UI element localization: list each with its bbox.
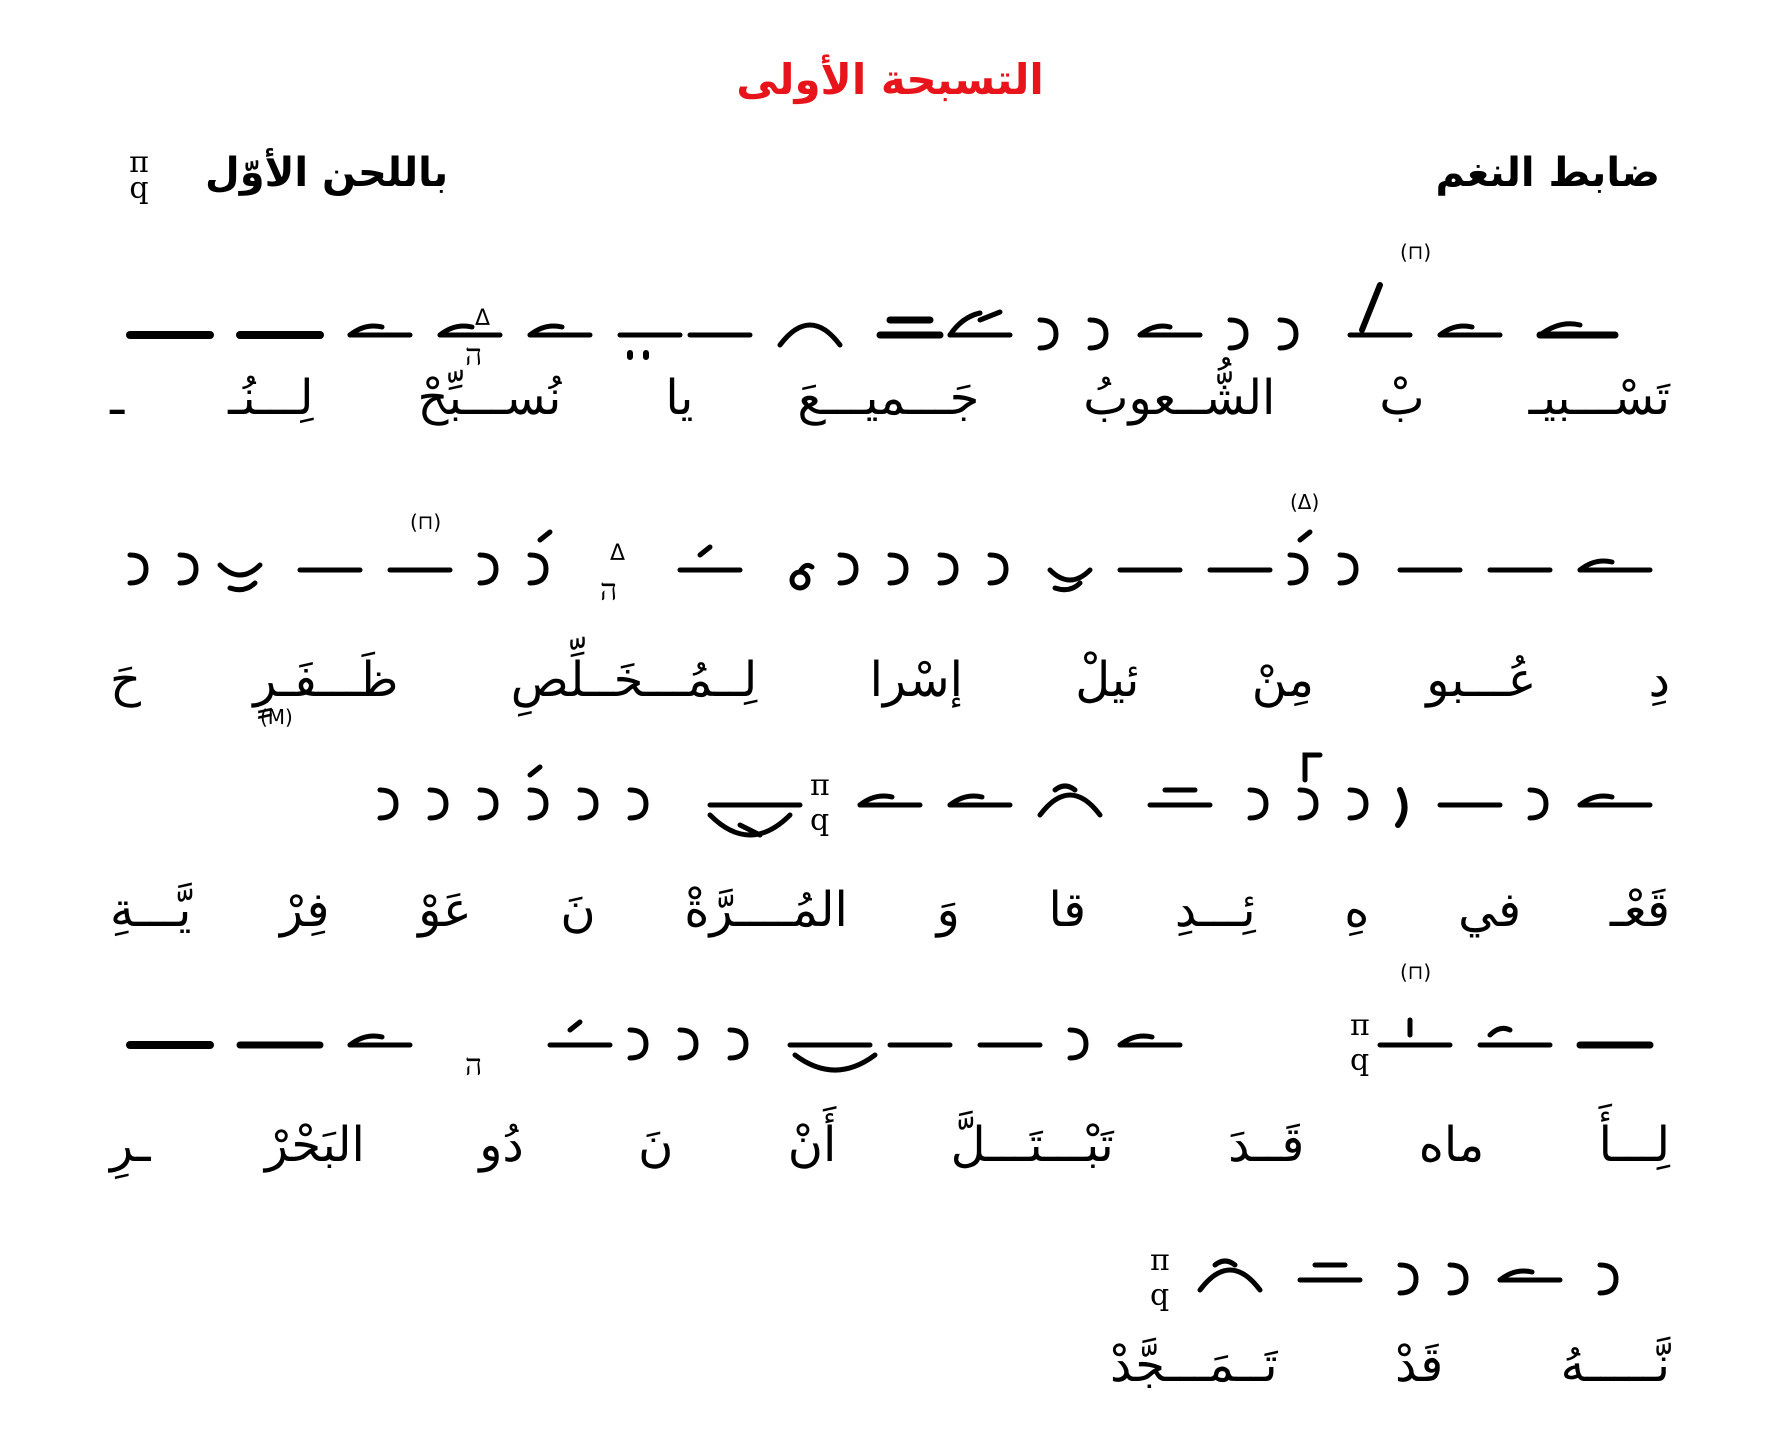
mode-sign-top: π (129, 145, 149, 180)
mode-sign-bottom: q (129, 171, 149, 206)
page-title: التسبحة الأولى (736, 55, 1044, 104)
syllable: لِـــأَ (1598, 1117, 1670, 1173)
neume-staff-3-icon (110, 735, 1670, 855)
syllable: حَ (110, 652, 141, 708)
syllable: لِـــنُـ (228, 370, 314, 426)
neume-mark-1: (⊓) (1400, 240, 1432, 264)
syllable: إسْرا (869, 652, 963, 708)
syllable: نَ (638, 1117, 674, 1173)
svg-text:Δ: Δ (610, 541, 626, 566)
neume-mark-2: (Δ) (1290, 490, 1320, 514)
syllable: نَ (560, 882, 596, 938)
svg-text:q: q (810, 803, 830, 838)
syllable: جَـــميـــعَ (797, 370, 980, 426)
mode-label: باللحن الأوّل (205, 150, 449, 196)
mode-sign-icon (124, 145, 154, 206)
neume-mark-4: (M) (260, 705, 293, 729)
syllable: عُـــبو (1426, 652, 1537, 708)
syllable: هِ (1344, 882, 1370, 938)
syllable: في (1458, 882, 1522, 938)
svg-text:Δ: Δ (475, 306, 491, 331)
neume-line-4 (110, 975, 1670, 1095)
syllable: دِ (1648, 652, 1670, 708)
lyric-line-4 (110, 1105, 1670, 1185)
syllable: يا (665, 370, 694, 426)
svg-text:ה: ה (465, 1048, 483, 1083)
syllable: قَعْـ (1609, 882, 1670, 938)
syllable: ـ (110, 370, 125, 426)
syllable: دُو (479, 1117, 524, 1173)
syllable: نُســـبِّحْ (417, 370, 562, 426)
neume-staff-5-icon (1040, 1210, 1670, 1330)
svg-text:π: π (1350, 1008, 1370, 1043)
tone-regulator-label: ضابط النغم (1435, 150, 1660, 196)
syllable: عَوْ (418, 882, 472, 938)
svg-text:π: π (1150, 1243, 1170, 1278)
lyric-line-1 (110, 358, 1670, 438)
syllable: مِنْ (1251, 652, 1314, 708)
syllable: أَنْ (787, 1117, 837, 1173)
syllable: ظَـــفَـرٍ (253, 652, 399, 708)
svg-text:ה: ה (600, 573, 618, 608)
syllable: تَسْـــبيـ (1528, 370, 1670, 426)
lyric-line-2 (110, 640, 1670, 720)
svg-text:π: π (810, 768, 830, 803)
syllable: يَّـــةِ (110, 882, 192, 938)
neume-mark-5: (⊓) (1400, 960, 1432, 984)
neume-line-5 (1040, 1210, 1670, 1330)
syllable: ـرِ (110, 1117, 151, 1173)
neume-mark-3: (⊓) (410, 510, 442, 534)
syllable: قا (1048, 882, 1087, 938)
syllable: ئِـــدِ (1174, 882, 1256, 938)
neume-line-3 (110, 735, 1670, 855)
syllable: تَبْـــتَـــلَّ (950, 1117, 1114, 1173)
syllable: نَّـــــهُ (1560, 1337, 1670, 1393)
syllable: ئيلْ (1075, 652, 1140, 708)
svg-text:q: q (1150, 1278, 1170, 1313)
syllable: المُــــرَّةْ (684, 882, 848, 938)
neume-staff-2-icon (110, 500, 1670, 620)
svg-text:q: q (1350, 1043, 1370, 1078)
syllable: تَــمَـــجَّدْ (1110, 1337, 1278, 1393)
svg-text:ה: ה (465, 338, 483, 373)
syllable: لِــمُـــخَــلِّصِ (510, 652, 758, 708)
lyric-line-3 (110, 870, 1670, 950)
syllable: ماه (1418, 1117, 1485, 1173)
syllable: قَدْ (1395, 1337, 1444, 1393)
syllable: البَحْرْ (264, 1117, 365, 1173)
syllable: وَ (936, 882, 960, 938)
syllable: الشُّــعوبُ (1083, 370, 1276, 426)
neume-staff-4-icon (110, 975, 1670, 1095)
syllable: قَــدَ (1228, 1117, 1305, 1173)
lyric-line-5 (1110, 1325, 1670, 1405)
neume-line-2 (110, 500, 1670, 620)
syllable: فِرْ (280, 882, 330, 938)
syllable: بْ (1379, 370, 1425, 426)
